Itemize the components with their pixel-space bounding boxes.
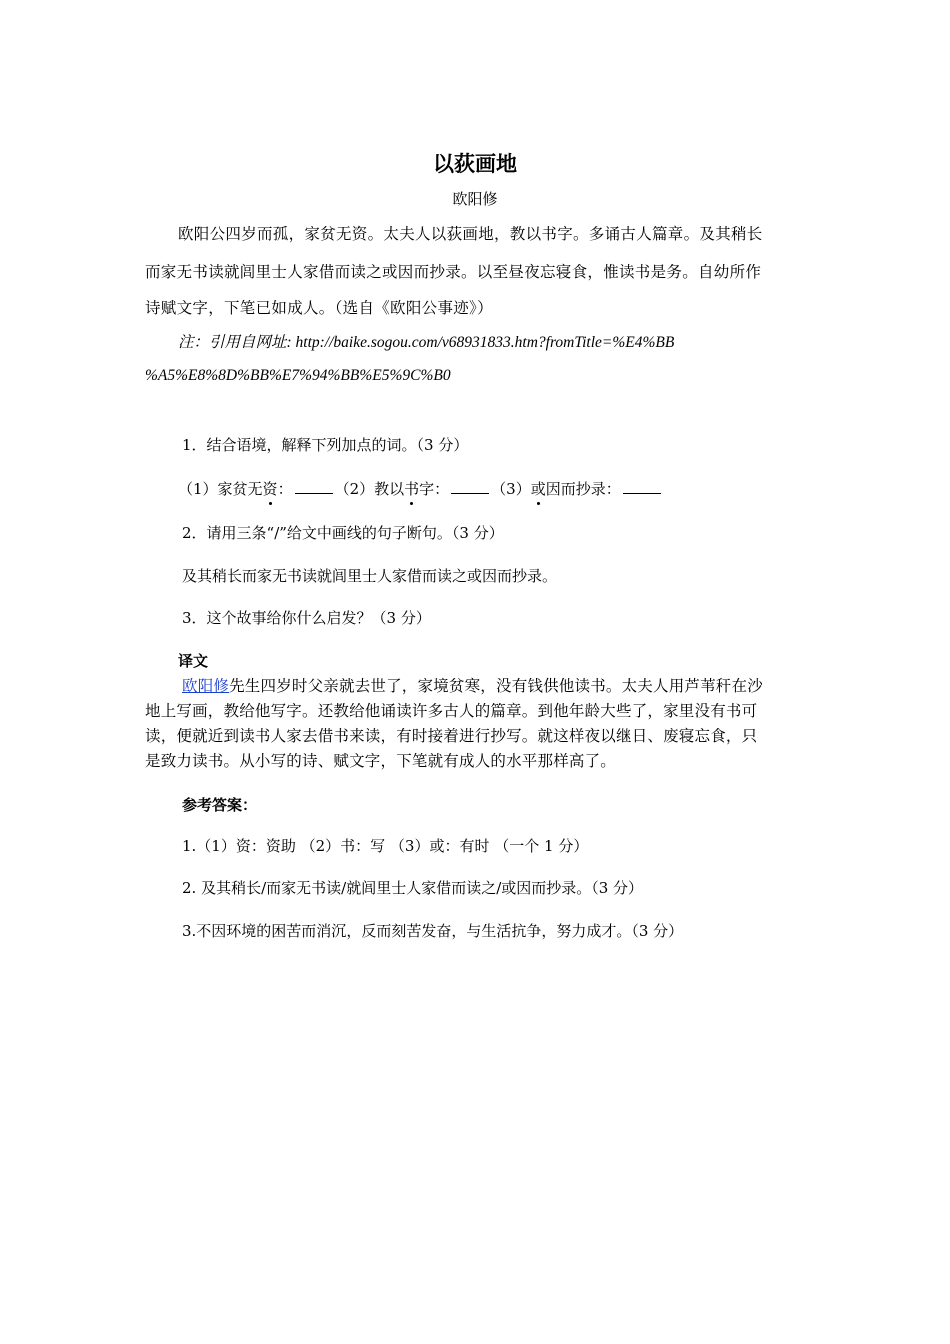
translation-line-4: 是致力读书。从小写的诗、赋文字，下笔就有成人的水平那样高了。: [145, 752, 617, 770]
answer-3: 3.不因环境的困苦而消沉，反而刻苦发奋，与生活抗争，努力成才。（3 分）: [182, 922, 684, 940]
answer-blank-2[interactable]: [451, 479, 489, 494]
passage-line-2: 而家无书读就闾里士人家借而读之或因而抄录。以至昼夜忘寝食，惟读书是务。自幼所作: [145, 263, 762, 281]
question-3: 3．这个故事给你什么启发？（3 分）: [182, 609, 431, 627]
q1-item-c-prefix: （3）: [491, 480, 531, 498]
q1-item-b-prefix: （2）教以: [334, 480, 405, 498]
q1-item-b-suffix: 字：: [419, 480, 450, 498]
q1-item-c-dotted-word: 或: [530, 480, 546, 498]
q1-item-a-suffix: ：: [277, 480, 293, 498]
translation-heading: 译文: [178, 652, 209, 670]
answer-1: 1.（1）资：资助 （2）书：写 （3）或：有时 （一个 1 分）: [182, 837, 589, 855]
translation-line-3: 读，便就近到读书人家去借书来读，有时接着进行抄写。就这样夜以继日、废寝忘食，只: [145, 727, 758, 745]
question-1-items: [178, 478, 663, 499]
source-note-line-1: 注：引用自网址: http://baike.sogou.com/v68931833.htm?fromTitle=%E4%BB: [178, 334, 675, 351]
answer-2: 2. 及其稍长/而家无书读/就闾里士人家借而读之/或因而抄录。（3 分）: [182, 879, 644, 897]
ouyangxiu-link[interactable]: 欧阳修: [182, 677, 230, 695]
answers-heading: 参考答案：: [182, 796, 258, 814]
question-2-sentence: 及其稍长而家无书读就闾里士人家借而读之或因而抄录。: [182, 567, 558, 585]
q1-item-a-dotted-word: 资: [262, 480, 278, 498]
q1-item-a-prefix: （1）家贫无: [178, 480, 263, 498]
passage-line-3: 诗赋文字，下笔已如成人。（选自《欧阳公事迹》）: [145, 299, 493, 317]
answer-blank-1[interactable]: [295, 479, 333, 494]
question-1: 1．结合语境，解释下列加点的词。（3 分）: [182, 436, 469, 454]
passage-line-1: 欧阳公四岁而孤，家贫无资。太夫人以荻画地，教以书字。多诵古人篇章。及其稍长: [178, 225, 763, 243]
translation-line-1: [182, 674, 763, 696]
answer-blank-3[interactable]: [623, 479, 661, 494]
question-2: 2．请用三条“/”给文中画线的句子断句。（3 分）: [182, 524, 504, 542]
translation-line-1-text: 先生四岁时父亲就去世了，家境贫寒，没有钱供他读书。太夫人用芦苇秆在沙: [229, 677, 763, 695]
q1-item-b-dotted-word: 书: [404, 480, 420, 498]
author-name: 欧阳修: [452, 190, 498, 208]
document-title: 以荻画地: [433, 151, 517, 176]
source-note-line-2: %A5%E8%8D%BB%E7%94%BB%E5%9C%B0: [145, 367, 451, 384]
translation-line-2: 地上写画，教给他写字。还教给他诵读许多古人的篇章。到他年龄大些了，家里没有书可: [145, 702, 758, 720]
q1-item-c-suffix: 因而抄录：: [545, 480, 621, 498]
